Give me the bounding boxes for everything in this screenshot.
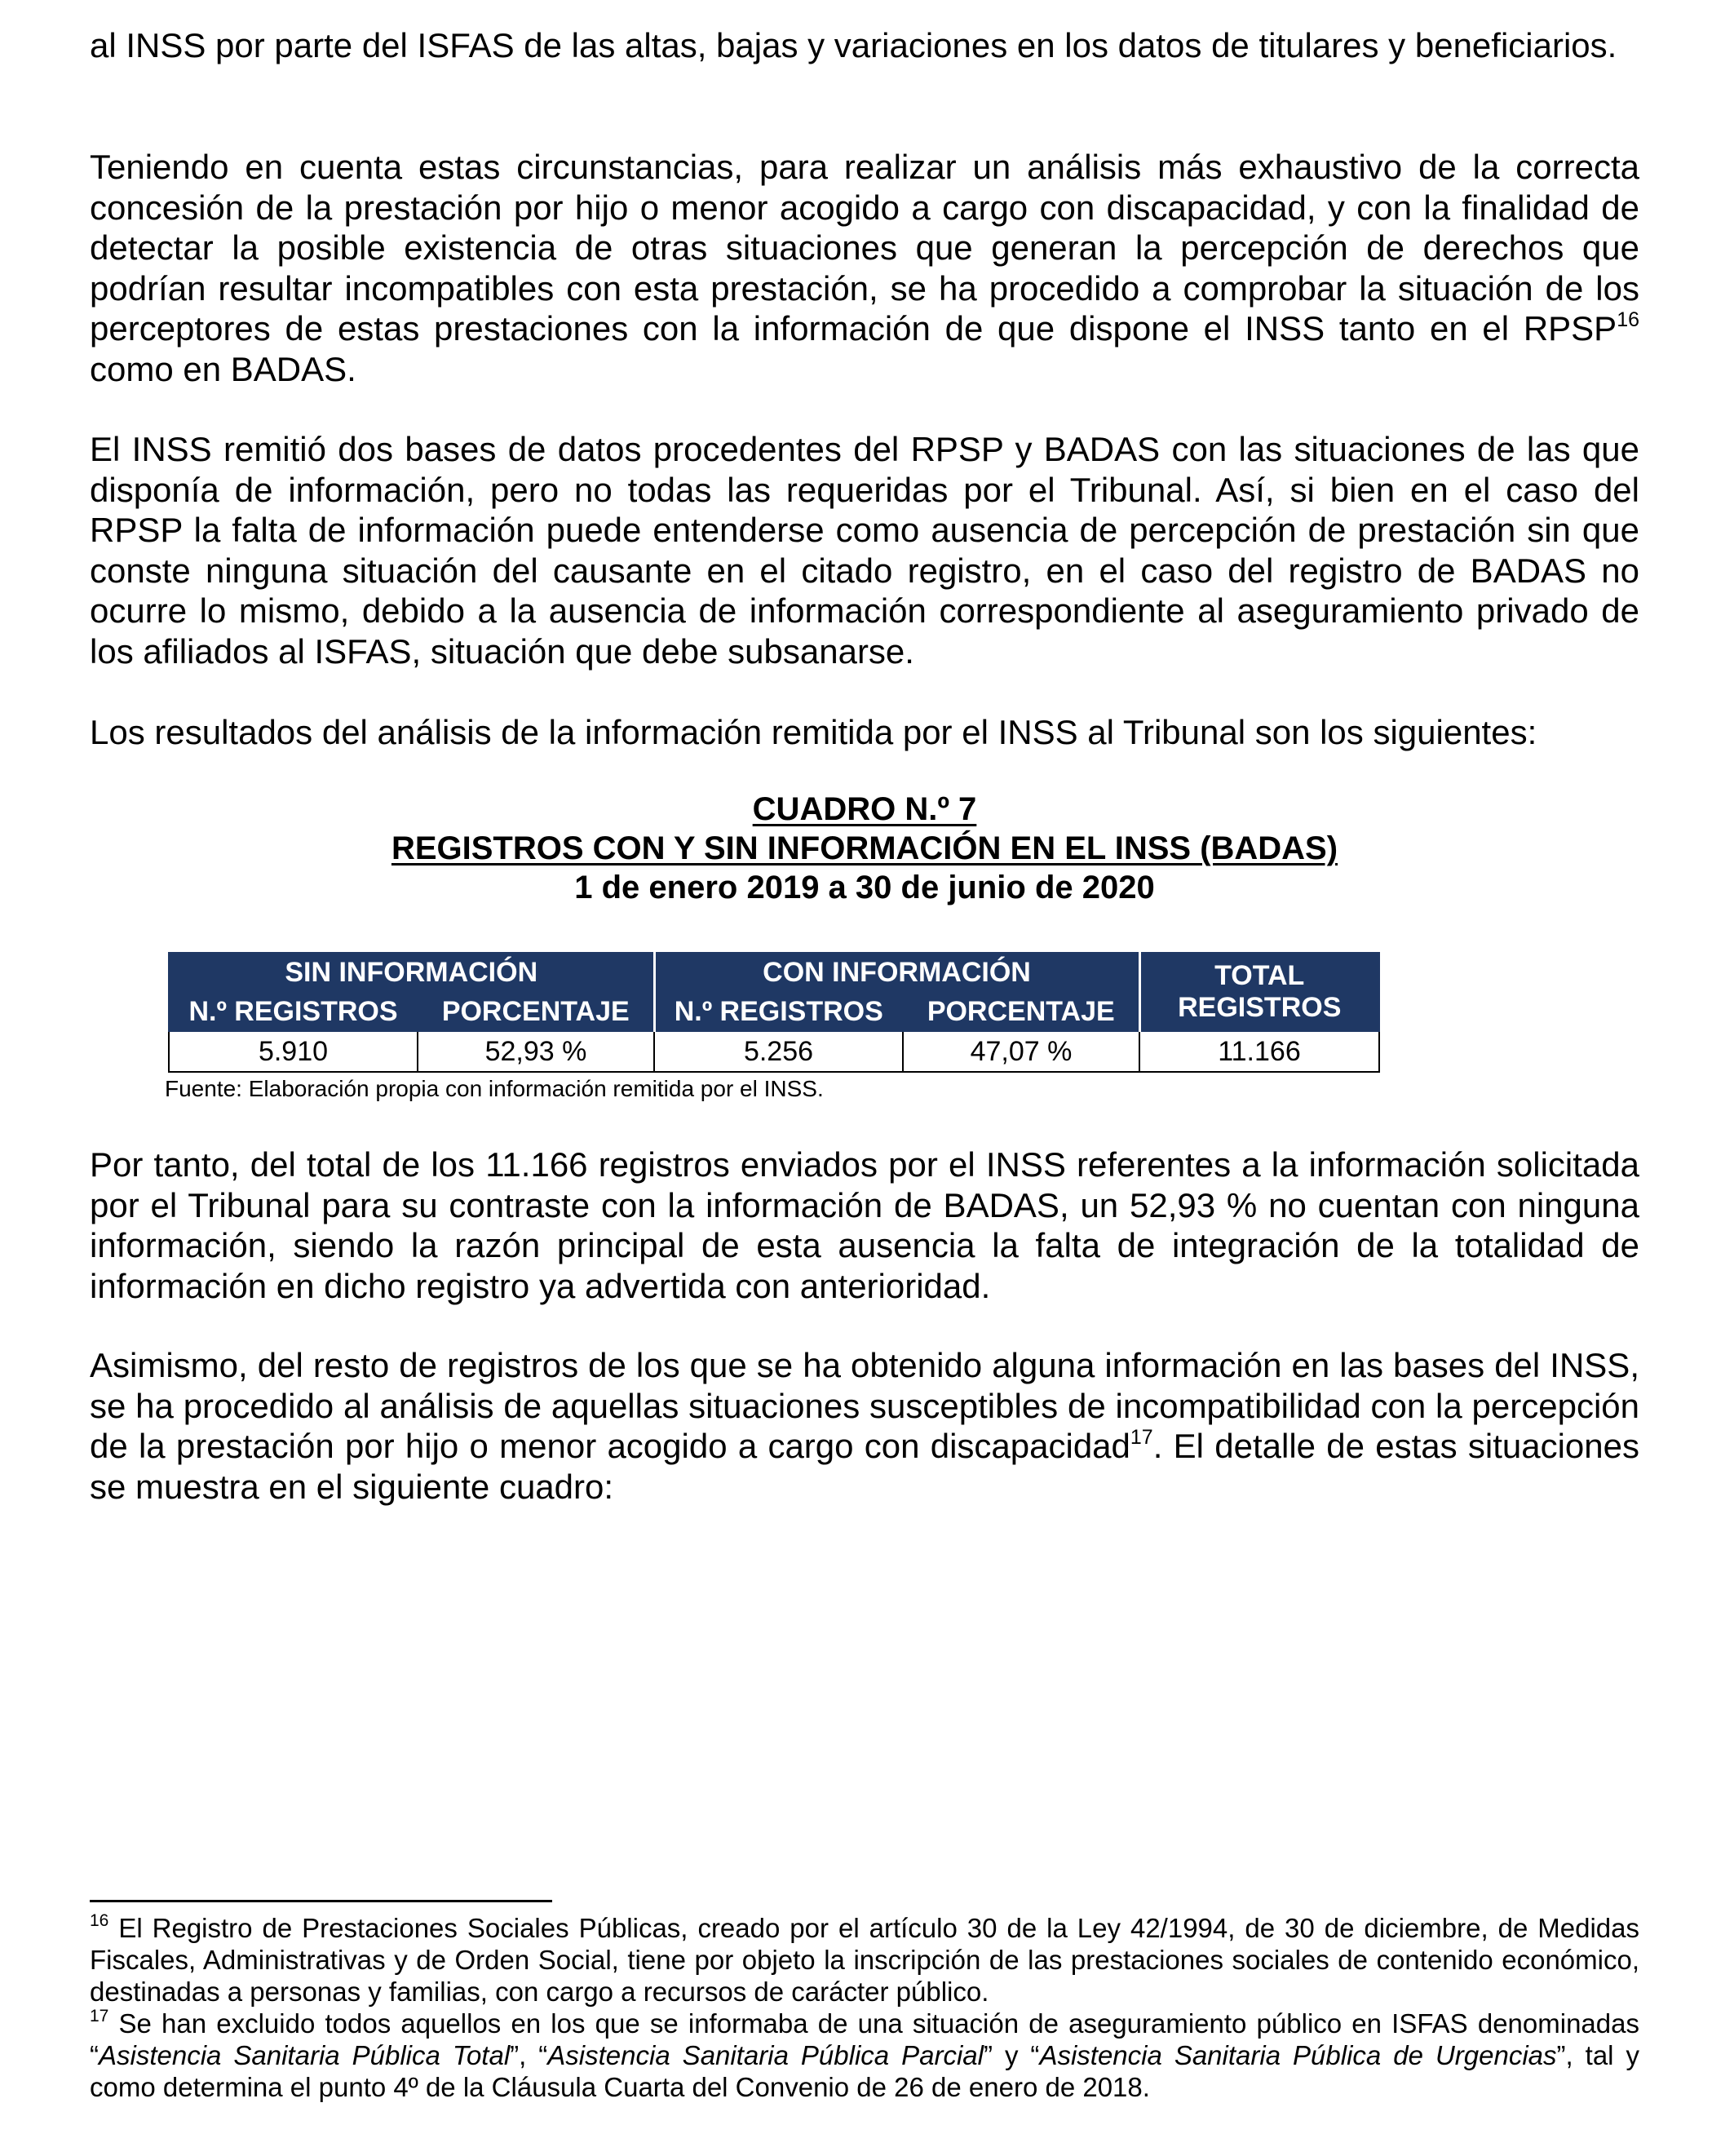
header-con-informacion: CON INFORMACIÓN — [654, 953, 1139, 992]
subheader-sin-registros: N.º REGISTROS — [169, 992, 418, 1031]
footnote-16-number: 16 — [90, 1911, 109, 1930]
cell-sin-registros: 5.910 — [169, 1031, 418, 1072]
footnote-17: $^{17}$ Se han excluido todos aquellos en los que se informaba de una situación de aseguramiento público en ISFAS denominadas “Asistencia Sanitaria Pública Total”, “Asistencia Sanitaria Pública Parcial” y “Asistencia Sanitaria Pública de Urgencias”, tal y como determina el punto 4º de la Cláusula Cuarta del Convenio de 26 de enero de 2018. — [90, 2007, 1639, 2102]
cell-total-registros: 11.166 — [1139, 1031, 1379, 1072]
table-row — [169, 1031, 1379, 1072]
footnote-17-number: 17 — [90, 2007, 109, 2025]
subheader-con-porcentaje: PORCENTAJE — [903, 992, 1139, 1031]
header-sin-informacion: SIN INFORMACIÓN — [169, 953, 654, 992]
registros-table — [168, 952, 1380, 1073]
table-source-note: Fuente: Elaboración propia con información remitida por el INSS. — [165, 1076, 824, 1101]
subheader-con-registros: N.º REGISTROS — [654, 992, 903, 1031]
table-caption-number: CUADRO N.º 7 — [752, 791, 977, 827]
table-caption-title: REGISTROS CON Y SIN INFORMACIÓN EN EL INSS (BADAS) — [391, 830, 1338, 866]
paragraph-analysis-context: Teniendo en cuenta estas circunstancias, para realizar un análisis más exhaustivo de la correcta concesión de la prestación por hijo o menor acogido a cargo con discapacidad, y con la finalidad de detectar la posible existencia de otras situaciones que generan la percepción de derechos que podrían resultar incompatibles con esta prestación, se ha procedido a comprobar la situación de los perceptores de estas prestaciones con la información de que dispone el INSS tanto en el RPSP$^{16}$ como en BADAS. — [90, 148, 1639, 388]
footnote-separator — [90, 1900, 552, 1902]
cell-con-registros: 5.256 — [654, 1031, 903, 1072]
paragraph-intro-continuation: al INSS por parte del ISFAS de las altas, bajas y variaciones en los datos de titulares y beneficiarios. — [90, 26, 1617, 64]
footnote-ref-16[interactable]: 16 — [1617, 308, 1639, 331]
paragraph-incompatibilities: Asimismo, del resto de registros de los que se ha obtenido alguna información en las bases del INSS, se ha procedido al análisis de aquellas situaciones susceptibles de incompatibilidad con la percepción de la prestación por hijo o menor acogido a cargo con discapacidad$^{17}$. El detalle de estas situaciones se muestra en el siguiente cuadro: — [90, 1346, 1639, 1506]
header-total-registros: TOTAL REGISTROS — [1139, 953, 1379, 1031]
cell-sin-porcentaje: 52,93 % — [418, 1031, 654, 1072]
paragraph-results-intro: Los resultados del análisis de la información remitida por el INSS al Tribunal son los siguientes: — [90, 713, 1537, 751]
subheader-sin-porcentaje: PORCENTAJE — [418, 992, 654, 1031]
paragraph-conclusion: Por tanto, del total de los 11.166 registros enviados por el INSS referentes a la información solicitada por el Tribunal para su contraste con la información de BADAS, un 52,93 % no cuentan con ninguna información, siendo la razón principal de esta ausencia la falta de integración de la totalidad de información en dicho registro ya advertida con anterioridad. — [90, 1145, 1639, 1305]
table-caption-period: 1 de enero 2019 a 30 de junio de 2020 — [574, 870, 1155, 905]
footnote-16: $^{16}$ El Registro de Prestaciones Sociales Públicas, creado por el artículo 30 de la Ley 42/1994, de 30 de diciembre, de Medidas Fiscales, Administrativas y de Orden Social, tiene por objeto la inscripción de las prestaciones sociales de contenido económico, destinadas a personas y familias, con cargo a recursos de carácter público. — [90, 1911, 1639, 2007]
cell-con-porcentaje: 47,07 % — [903, 1031, 1139, 1072]
footnote-ref-17[interactable]: 17 — [1130, 1426, 1153, 1449]
paragraph-inss-databases: El INSS remitió dos bases de datos procedentes del RPSP y BADAS con las situaciones de las que disponía de información, pero no todas las requeridas por el Tribunal. Así, si bien en el caso del RPSP la falta de información puede entenderse como ausencia de percepción de prestación sin que conste ninguna situación del causante en el citado registro, en el caso del registro de BADAS no ocurre lo mismo, debido a la ausencia de información correspondiente al aseguramiento privado de los afiliados al ISFAS, situación que debe subsanarse. — [90, 430, 1639, 671]
